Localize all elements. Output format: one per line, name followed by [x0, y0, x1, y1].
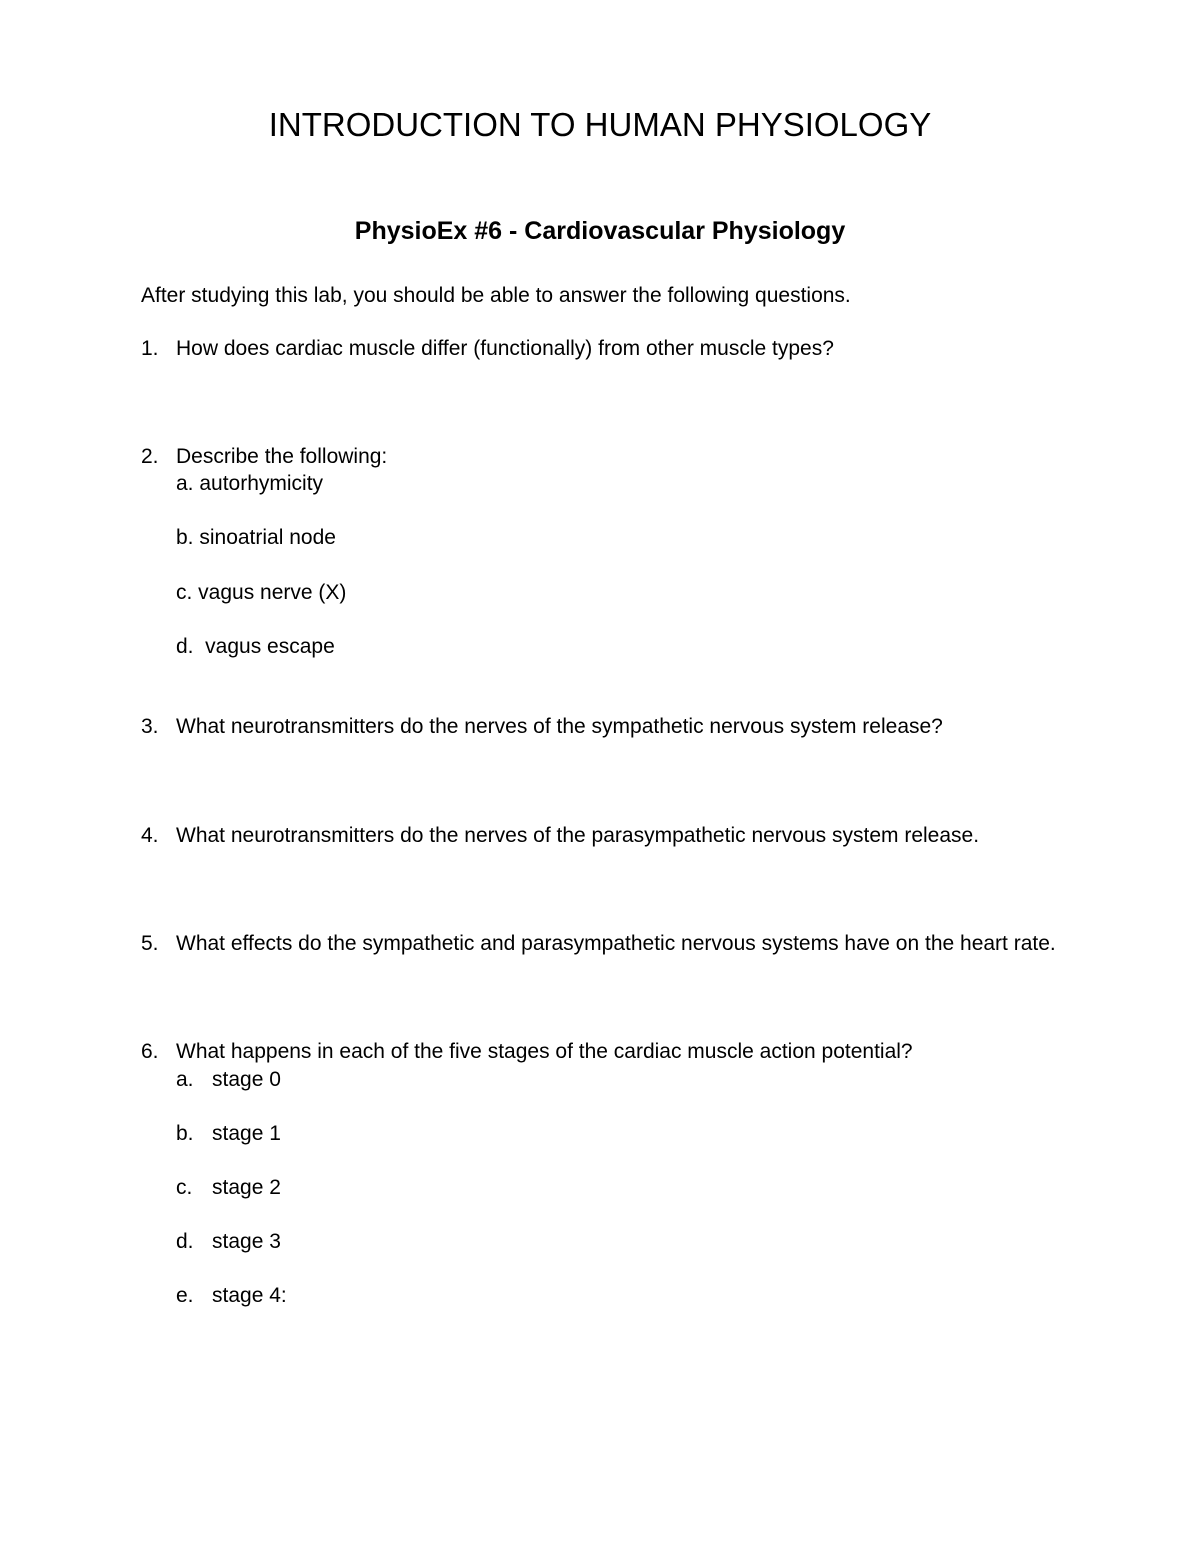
- question-6-text: What happens in each of the five stages of the cardiac muscle action potential?: [176, 1040, 913, 1063]
- question-2-number: 2.: [141, 445, 159, 468]
- question-3-text: What neurotransmitters do the nerves of the sympathetic nervous system release?: [176, 715, 943, 738]
- question-6-number: 6.: [141, 1040, 159, 1063]
- question-1-number: 1.: [141, 337, 159, 360]
- question-2-item-c: c. vagus nerve (X): [176, 581, 347, 604]
- question-5-number: 5.: [141, 932, 159, 955]
- question-6-item-e-letter: e.: [176, 1284, 194, 1307]
- question-6-item-e-text: stage 4:: [212, 1284, 287, 1307]
- question-2-item-b: b. sinoatrial node: [176, 526, 336, 549]
- question-6-item-b-text: stage 1: [212, 1122, 281, 1145]
- question-4-text: What neurotransmitters do the nerves of the parasympathetic nervous system release.: [176, 824, 980, 847]
- question-2-text: Describe the following:: [176, 445, 388, 468]
- question-6-item-c-letter: c.: [176, 1176, 193, 1199]
- question-6-item-d-text: stage 3: [212, 1230, 281, 1253]
- question-4-number: 4.: [141, 824, 159, 847]
- question-6-item-c-text: stage 2: [212, 1176, 281, 1199]
- question-3-number: 3.: [141, 715, 159, 738]
- question-2-item-d: d. vagus escape: [176, 635, 335, 658]
- question-1-text: How does cardiac muscle differ (functionally) from other muscle types?: [176, 337, 834, 360]
- question-6-item-a-text: stage 0: [212, 1068, 281, 1091]
- document-subtitle: PhysioEx #6 - Cardiovascular Physiology: [354, 217, 846, 245]
- document-title: INTRODUCTION TO HUMAN PHYSIOLOGY: [268, 106, 932, 143]
- question-6-item-b-letter: b.: [176, 1122, 194, 1145]
- question-5-text: What effects do the sympathetic and parasympathetic nervous systems have on the heart rate.: [176, 932, 1056, 955]
- question-6-item-d-letter: d.: [176, 1230, 194, 1253]
- intro-text: After studying this lab, you should be able to answer the following questions.: [141, 284, 851, 307]
- question-2-item-a: a. autorhymicity: [176, 472, 324, 495]
- question-6-item-a-letter: a.: [176, 1068, 194, 1091]
